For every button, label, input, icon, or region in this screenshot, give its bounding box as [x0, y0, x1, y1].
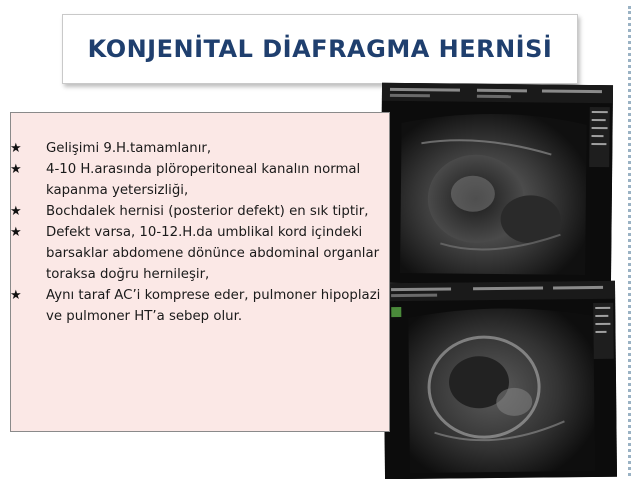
list-item — [8, 138, 393, 159]
ultrasound-scan-bottom — [383, 281, 617, 479]
list-item — [8, 222, 393, 285]
slide-title: KONJENİTAL DİAFRAGMA HERNİSİ — [87, 35, 553, 63]
list-item — [8, 201, 393, 222]
bullet-text: 4-10 H.arasında plöroperitoneal kanalın normal kapanma yetersizliği, — [46, 162, 361, 198]
bullet-text: Bochdalek hernisi (posterior defekt) en sık tiptir, — [46, 204, 369, 219]
list-item — [8, 159, 393, 201]
bullet-text: Gelişimi 9.H.tamamlanır, — [46, 141, 212, 156]
title-box — [62, 14, 578, 84]
bullet-text: Aynı taraf AC’i komprese eder, pulmoner hipoplazi ve pulmoner HT’a sebep olur. — [46, 288, 381, 324]
ultrasound-image-top — [380, 83, 613, 285]
star-icon: ★ — [10, 225, 22, 240]
bullet-text: Defekt varsa, 10-12.H.da umblikal kord içindeki barsaklar abdomene dönünce abdominal organlar toraksa doğru hernileşir, — [46, 225, 380, 282]
ultrasound-scan-top — [380, 83, 613, 285]
star-icon: ★ — [10, 204, 22, 219]
dotted-frame-decoration — [622, 6, 631, 476]
star-icon: ★ — [10, 141, 22, 156]
star-icon: ★ — [10, 162, 22, 177]
star-icon: ★ — [10, 288, 22, 303]
ultrasound-image-bottom — [383, 281, 617, 479]
list-item — [8, 285, 393, 327]
bullet-list — [8, 138, 393, 327]
